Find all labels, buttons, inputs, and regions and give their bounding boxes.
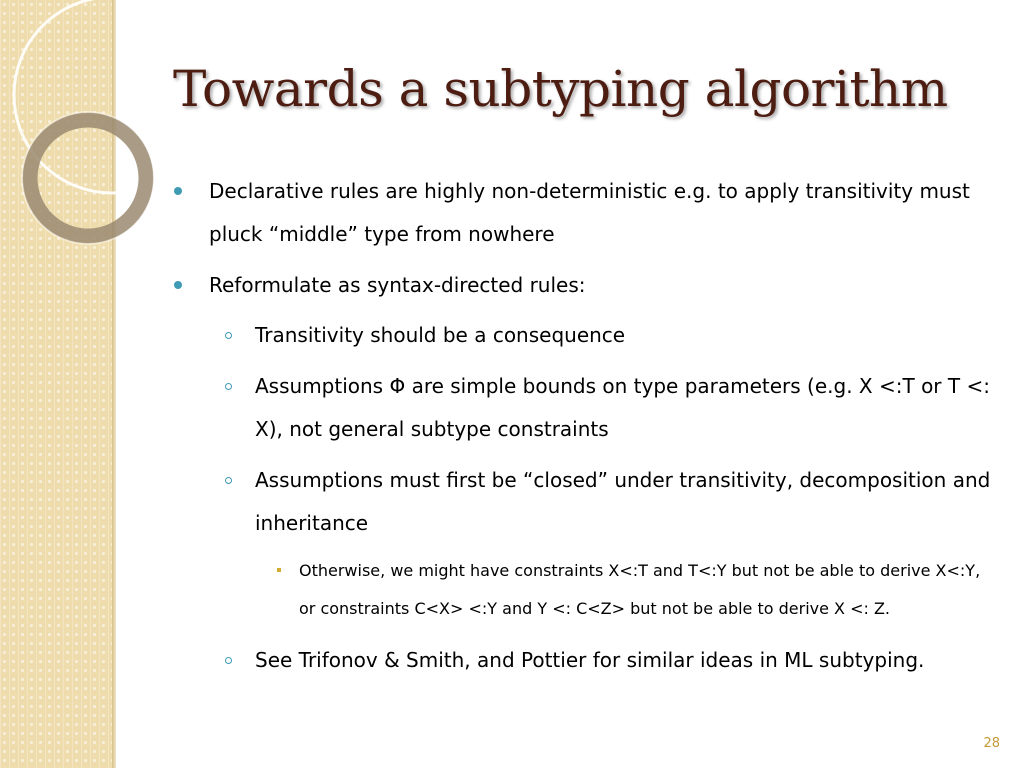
slide-title: Towards a subtyping algorithm (173, 60, 948, 118)
page-number: 28 (983, 736, 1000, 751)
bullet-dot-icon (174, 281, 182, 289)
sub-bullet-item: See Trifonov & Smith, and Pottier for similar ideas in ML subtyping. (255, 648, 925, 672)
bullet-square-icon (277, 568, 281, 572)
side-pattern-band (0, 0, 112, 768)
bullet-dot-icon (174, 187, 182, 195)
bullet-ring-icon (225, 332, 232, 339)
bullet-ring-icon (225, 657, 232, 664)
sub-bullet-item: Transitivity should be a consequence (255, 323, 626, 347)
bullet-ring-icon (225, 477, 232, 484)
side-band-edge (112, 0, 116, 768)
sub-sub-bullet-item: Otherwise, we might have constraints X<:T and T<:Y but not be able to derive X<:Y, or constraints C<X> <:Y and Y <: C<Z> but not be able to derive X <: Z. (299, 561, 981, 618)
bullet-item: Declarative rules are highly non-deterministic e.g. to apply transitivity must pluck “middle” type from nowhere (209, 179, 970, 246)
sub-bullet-item: Assumptions Φ are simple bounds on type parameters (e.g. X <:T or T <: X), not general subtype constraints (255, 374, 990, 441)
bullet-ring-icon (225, 383, 232, 390)
bullet-item: Reformulate as syntax-directed rules: (209, 273, 586, 297)
sub-bullet-item: Assumptions must first be “closed” under transitivity, decomposition and inheritance (255, 468, 991, 535)
